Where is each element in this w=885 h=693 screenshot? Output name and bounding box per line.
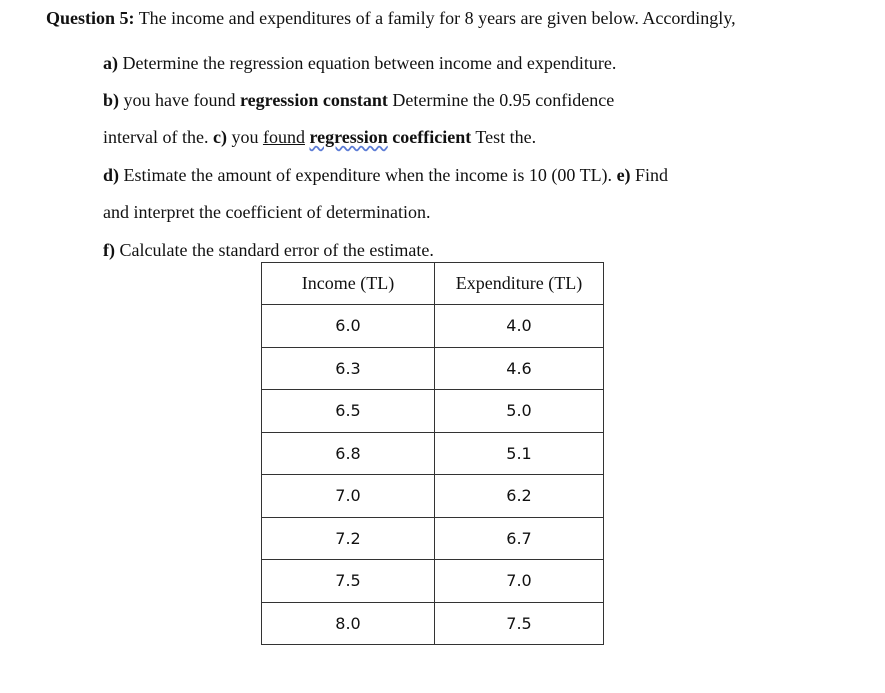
part-d-text: Estimate the amount of expenditure when the income is 10 (00 TL). <box>119 165 617 185</box>
part-e-text-1: Find <box>630 165 669 185</box>
table-row <box>262 475 604 518</box>
table-row <box>262 305 604 348</box>
income-cell: 6.5 <box>262 390 435 433</box>
part-b-text-2: Determine the 0.95 confidence <box>387 90 615 110</box>
question-intro: The income and expenditures of a family for 8 years are given below. Accordingly, <box>134 8 736 28</box>
part-c-bold-coefficient: coefficient <box>387 127 472 147</box>
expenditure-cell: 6.7 <box>435 517 604 560</box>
part-b-label: b) <box>103 90 120 110</box>
part-b-text-1: you have found <box>119 90 240 110</box>
income-cell: 7.2 <box>262 517 435 560</box>
part-b <box>103 89 614 111</box>
table-row <box>262 347 604 390</box>
table-row <box>262 432 604 475</box>
expenditure-cell: 5.0 <box>435 390 604 433</box>
income-cell: 7.0 <box>262 475 435 518</box>
part-a-text: Determine the regression equation between income and expenditure. <box>118 53 617 73</box>
part-c-found: found <box>262 127 305 147</box>
part-c-text-1: you <box>226 127 263 147</box>
part-e-label: e) <box>616 165 631 185</box>
part-a <box>103 52 616 74</box>
expenditure-cell: 5.1 <box>435 432 604 475</box>
expenditure-cell: 7.0 <box>435 560 604 603</box>
income-cell: 7.5 <box>262 560 435 603</box>
income-cell: 6.3 <box>262 347 435 390</box>
header-income: Income (TL) <box>262 263 435 305</box>
part-c-bold-regression: regression <box>309 127 388 147</box>
table-row <box>262 517 604 560</box>
table-row <box>262 602 604 645</box>
part-b-bold: regression constant <box>240 90 388 110</box>
question-label: Question 5: <box>46 8 135 28</box>
part-c <box>103 126 536 148</box>
table-row <box>262 560 604 603</box>
expenditure-cell: 7.5 <box>435 602 604 645</box>
header-expenditure: Expenditure (TL) <box>435 263 604 305</box>
part-c-text-2: Test the. <box>471 127 537 147</box>
part-f <box>103 239 434 261</box>
income-cell: 8.0 <box>262 602 435 645</box>
question-title <box>46 7 736 29</box>
income-cell: 6.8 <box>262 432 435 475</box>
part-d <box>103 164 668 186</box>
income-expenditure-table <box>261 262 604 645</box>
part-c-label: c) <box>212 127 227 147</box>
part-e-continued <box>103 201 431 223</box>
table-row <box>262 390 604 433</box>
part-c-pre: interval of the. <box>103 127 213 147</box>
table-header-row <box>262 263 604 305</box>
income-cell: 6.0 <box>262 305 435 348</box>
expenditure-cell: 4.6 <box>435 347 604 390</box>
expenditure-cell: 4.0 <box>435 305 604 348</box>
part-d-label: d) <box>103 165 120 185</box>
part-f-text: Calculate the standard error of the estimate. <box>115 240 434 260</box>
part-f-label: f) <box>103 240 115 260</box>
expenditure-cell: 6.2 <box>435 475 604 518</box>
part-e-text-2: and interpret the coefficient of determination. <box>103 202 431 222</box>
part-a-label: a) <box>103 53 118 73</box>
